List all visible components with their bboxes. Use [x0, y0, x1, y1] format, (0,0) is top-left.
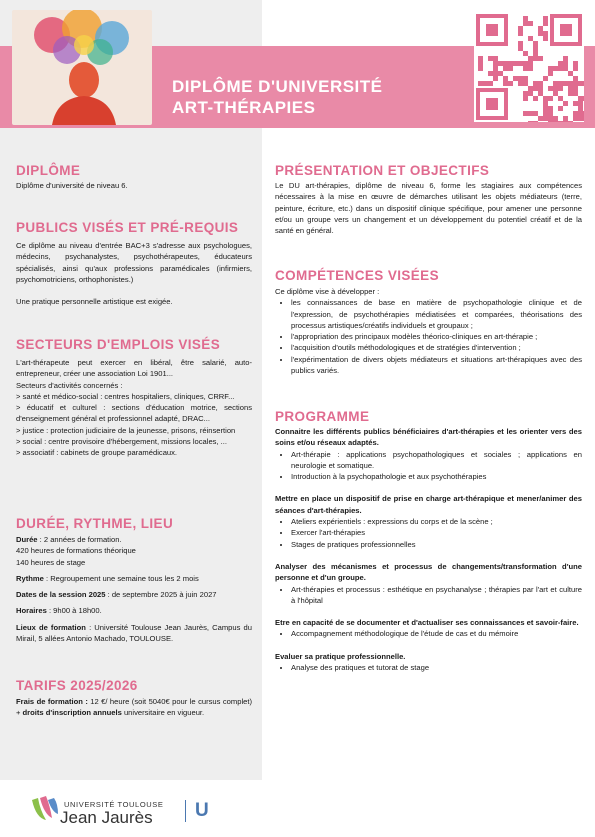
list-item: • Analyse des pratiques et tutorat de stage	[291, 662, 582, 673]
section-heading: PROGRAMME	[275, 409, 370, 424]
horaires-label: Horaires	[16, 606, 47, 616]
secteurs-subtitle: Secteurs d'activités concernés :	[16, 380, 123, 390]
duree-label: Durée	[16, 535, 38, 544]
qr-code[interactable]	[474, 12, 584, 122]
frais-value: 12 €/ heure (soit 5040€ pour le cursus complet) +	[16, 697, 252, 718]
programme-block-title: Etre en capacité de se documenter et d'actualiser ses connaissances et savoir-faire.	[275, 618, 579, 628]
list-item: • Art-thérapie : applications psychopathologiques et sociales ; applications en neurologie et somatique.	[291, 449, 582, 472]
section-duree	[16, 516, 252, 644]
programme-block-title: Analyser des mécanismes et processus de changements/transformation d'une personne et d'un groupe.	[275, 561, 582, 583]
list-item: • Accompagnement méthodologique de l'étude de cas et du mémoire	[291, 628, 582, 639]
list-item: • Art-thérapies et processus : esthétique en psychanalyse ; thérapies par l'art et culture à l'hôpital	[291, 584, 582, 607]
programme-block-title: Mettre en place un dispositif de prise en charge art-thérapique et mener/animer des séances d'art-thérapies.	[275, 494, 582, 515]
competences-intro: Ce diplôme vise à développer :	[275, 287, 380, 296]
cover-artwork	[12, 10, 152, 125]
rythme-label: Rythme	[16, 573, 44, 583]
title-line-1: DIPLÔME D'UNIVERSITÉ	[172, 77, 383, 96]
duree-value: : 2 années de formation.	[37, 535, 122, 544]
section-diplome	[16, 163, 252, 191]
title-line-2: ART-THÉRAPIES	[172, 98, 316, 117]
list-item: • Introduction à la psychopathologie et aux psychothérapies	[291, 471, 582, 482]
horaires-value: : 9h00 à 18h00.	[46, 606, 102, 616]
section-heading: COMPÉTENCES VISÉES	[275, 268, 439, 283]
publics-text: Ce diplôme au niveau d'entrée BAC+3 s'adresse aux psychologues, médecins, psychanalystes, psychothérapeutes, éducateurs spécialisés, ainsi qu'aux professions paramédicales (infirmiers, psychomotriciens, orthophonistes.)	[16, 241, 252, 284]
programme-block-title: Evaluer sa pratique professionnelle.	[275, 651, 406, 661]
dates-label: Dates de la session 2025	[16, 590, 106, 600]
ut-logo-icon: U	[195, 800, 209, 821]
university-logo-mark	[30, 796, 60, 827]
secteur-item: > associatif : cabinets de groupe paramédicaux.	[16, 448, 178, 458]
section-heading: DURÉE, RYTHME, LIEU	[16, 516, 174, 531]
section-heading: TARIFS 2025/2026	[16, 678, 138, 693]
dates-value: : de septembre 2025 à juin 2027	[105, 590, 217, 600]
university-name-line2: Jean Jaurès	[60, 808, 153, 827]
section-heading: DIPLÔME	[16, 163, 81, 178]
secteur-item: > éducatif et culturel : sections d'éducation motrice, sections d'enseignement général et professionnel adapté, DRAC...	[16, 403, 252, 424]
secteur-item: > justice : protection judiciaire de la jeunesse, prisons, réinsertion	[16, 425, 236, 435]
competences-list	[275, 297, 582, 376]
section-presentation	[275, 163, 582, 236]
presentation-text: Le DU art-thérapies, diplôme de niveau 6, forme les stagiaires aux compétences nécessaires à la mise en œuvre de démarches utilisant les objets médiateurs (terre, peinture, écriture, etc.) dans un dispositif clinique spécifique, pour amener une personne et/ou un groupe vers un changement et un développement du potentiel créatif et de la santé en général.	[275, 181, 582, 236]
duree-hours-stage: 140 heures de stage	[16, 557, 86, 567]
publics-requirement: Une pratique personnelle artistique est exigée.	[16, 297, 173, 307]
page-title	[172, 76, 383, 118]
droits-value: universitaire en vigueur.	[121, 708, 205, 718]
section-heading: PRÉSENTATION ET OBJECTIFS	[275, 163, 490, 178]
list-item: • Ateliers expérientiels : expressions du corps et de la scène ;	[291, 516, 582, 527]
section-publics	[16, 220, 252, 307]
rythme-value: : Regroupement une semaine tous les 2 mois	[43, 573, 199, 583]
frais-label: Frais de formation :	[16, 697, 88, 706]
droits-label: droits d'inscription annuels	[22, 708, 122, 718]
secteur-item: > social : centre provisoire d'hébergement, missions locales, ...	[16, 437, 228, 447]
university-name-line1: UNIVERSITÉ TOULOUSE	[64, 800, 164, 809]
list-item: • Exercer l'art-thérapies	[291, 527, 582, 538]
duree-hours-theory: 420 heures de formations théorique	[16, 546, 136, 556]
section-competences	[275, 268, 582, 376]
secteur-item: > santé et médico-social : centres hospitaliers, cliniques, CRRF...	[16, 391, 235, 401]
list-item: • Stages de pratiques professionnelles	[291, 539, 582, 550]
section-heading: SECTEURS D'EMPLOIS VISÉS	[16, 337, 221, 352]
programme-block-title: Connaitre les différents publics bénéficiaires d'art-thérapies et les orienter vers des soins et/ou réseaux adaptés.	[275, 427, 582, 448]
secteurs-intro: L'art-thérapeute peut exercer en libéral, être salarié, auto-entrepreneur, créer une association Loi 1901...	[16, 358, 252, 379]
list-item: • l'appropriation des principaux modèles théorico-cliniques en art-thérapie ;	[291, 331, 582, 342]
section-secteurs	[16, 337, 252, 459]
list-item: • les connaissances de base en matière de psychopathologie clinique et de l'expression, de psychothérapies médiatisées et comparées, théorisations des processus artistiques/créatifs individuels et groupaux ;	[291, 297, 582, 331]
list-item: • l'expérimentation de divers objets médiateurs et situations art-thérapiques avec des publics variés.	[291, 354, 582, 377]
lieux-value: : Université Toulouse Jean Jaurès, Campus du Mirail, 5 allées Antonio Machado, TOULOUSE.	[16, 622, 252, 644]
section-programme	[275, 409, 582, 673]
diplome-text: Diplôme d'université de niveau 6.	[16, 181, 128, 190]
footer-divider	[185, 800, 186, 822]
lieux-label: Lieux de formation	[16, 622, 86, 632]
section-heading: PUBLICS VISÉS ET PRÉ-REQUIS	[16, 220, 239, 235]
section-tarifs	[16, 678, 252, 719]
list-item: • l'acquisition d'outils méthodologiques et de stratégies d'intervention ;	[291, 342, 582, 353]
